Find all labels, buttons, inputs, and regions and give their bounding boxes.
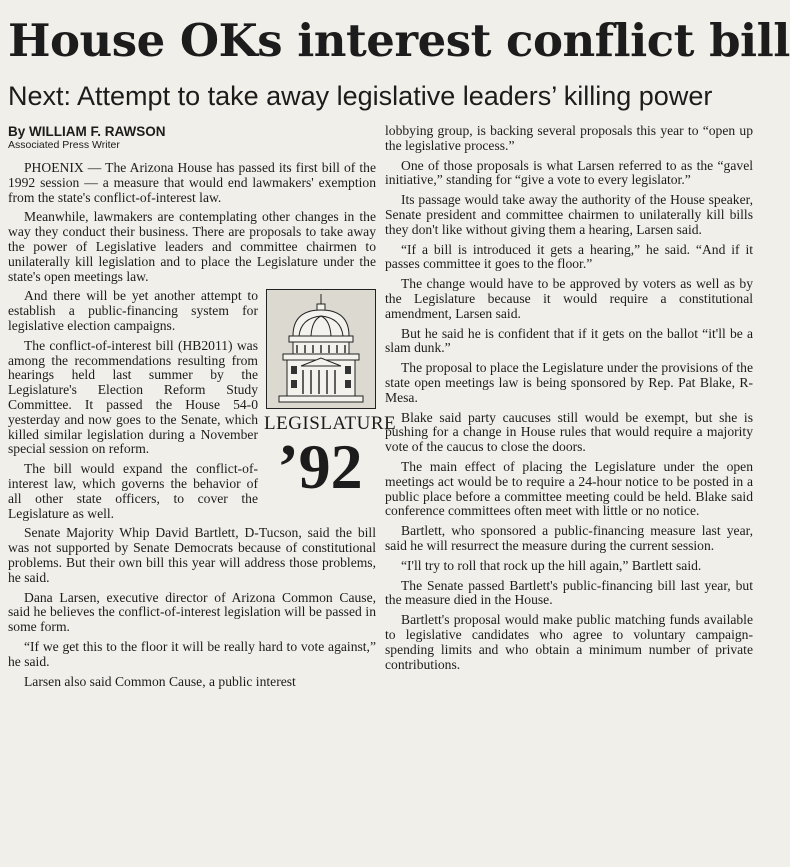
article-column-right [385, 124, 753, 865]
capitol-dome-icon [266, 289, 376, 409]
article-paragraph: But he said he is confident that if it gets on the ballot “it'll be a slam dunk.” [385, 325, 753, 356]
article-paragraph: Senate Majority Whip David Bartlett, D-Tucson, said the bill was not supported by Senate Democrats because of constitutional problems. But their own bill this year will address those problems, he said. [8, 525, 376, 585]
byline-affiliation: Associated Press Writer [8, 139, 120, 151]
logo-word: LEGISLATURE [264, 413, 397, 435]
article-paragraph: Bartlett, who sponsored a public-financing measure last year, said he will resurrect the measure during the current session. [385, 523, 753, 553]
article-paragraph: “I'll try to roll that rock up the hill again,” Bartlett said. [401, 557, 702, 573]
article-paragraph: PHOENIX — The Arizona House has passed its first bill of the 1992 session — a measure that would end lawmakers' exemption from the state's conflict-of-interest law. [8, 160, 376, 205]
article-paragraph: Its passage would take away the authority of the House speaker, Senate president and committee chairmen to unilaterally kill bills they don't like without giving them a hearing, Larsen said. [385, 192, 753, 237]
article-paragraph: The bill would expand the conflict-of-interest law, which governs the behavior of all other state officers, to cover the Legislature as well. [8, 461, 258, 521]
article-paragraph: And there will be yet another attempt to establish a public-financing system for legislative election campaigns. [8, 288, 258, 333]
subheadline: Next: Attempt to take away legislative leaders’ killing power [8, 81, 713, 111]
article-paragraph: The proposal to place the Legislature under the provisions of the state open meetings law is being sponsored by Rep. Pat Blake, R-Mesa. [385, 360, 753, 405]
article-paragraph: Dana Larsen, executive director of Arizona Common Cause, said he believes the conflict-of-interest legislation will be passed in some form. [8, 589, 376, 635]
byline: By WILLIAM F. RAWSON [8, 124, 166, 139]
article-paragraph: The conflict-of-interest bill (HB2011) was among the recommendations resulting from hearings held last summer by the Legislature's Election Reform Study Committee. It passed the House 54-0 yesterday and now goes to the Senate, which killed similar legislation during a November special session on reform. [8, 337, 258, 457]
article-paragraph: One of those proposals is what Larsen referred to as the “gavel initiative,” standing for “give a vote to every legislator.” [385, 157, 753, 188]
headline: House OKs interest conflict bill [8, 14, 790, 67]
article-paragraph: Bartlett's proposal would make public matching funds available to legislative candidates who agree to voluntary campaign-spending limits and who obtain a minimum number of private contributions. [385, 612, 753, 672]
article-paragraph: “If we get this to the floor it will be really hard to vote against,” he said. [8, 638, 376, 669]
article-paragraph: lobbying group, is backing several proposals this year to “open up the legislative process.” [385, 123, 753, 153]
article-column-left [8, 124, 397, 865]
article-paragraph: The change would have to be approved by voters as well as by the Legislature because it would require a constitutional amendment, Larsen said. [385, 276, 753, 321]
article-paragraph: Meanwhile, lawmakers are contemplating other changes in the way they conduct their business. There are proposals to take away the power of Legislative leaders and committee chairmen to unilaterally kill legislation and to place the Legislature under the state's open meetings law. [8, 209, 376, 284]
article-paragraph: “If a bill is introduced it gets a hearing,” he said. “And if it passes committee it goes to the floor.” [385, 241, 753, 272]
article-paragraph: The main effect of placing the Legislature under the open meetings act would be to require a 24-hour notice to be posted in a public place before a committee meeting could be held. Blake said conference committees often meet with little or no notice. [385, 458, 753, 519]
logo-year: ’92 [277, 431, 363, 503]
legislature-92-logo [264, 289, 397, 511]
article-paragraph: The Senate passed Bartlett's public-financing bill last year, but the measure died in the House. [385, 577, 753, 608]
article-paragraph: Blake said party caucuses still would be exempt, but she is pushing for a change in House rules that would require a majority vote of the caucus to close the doors. [385, 409, 753, 455]
article-paragraph: Larsen also said Common Cause, a public interest [24, 673, 296, 689]
